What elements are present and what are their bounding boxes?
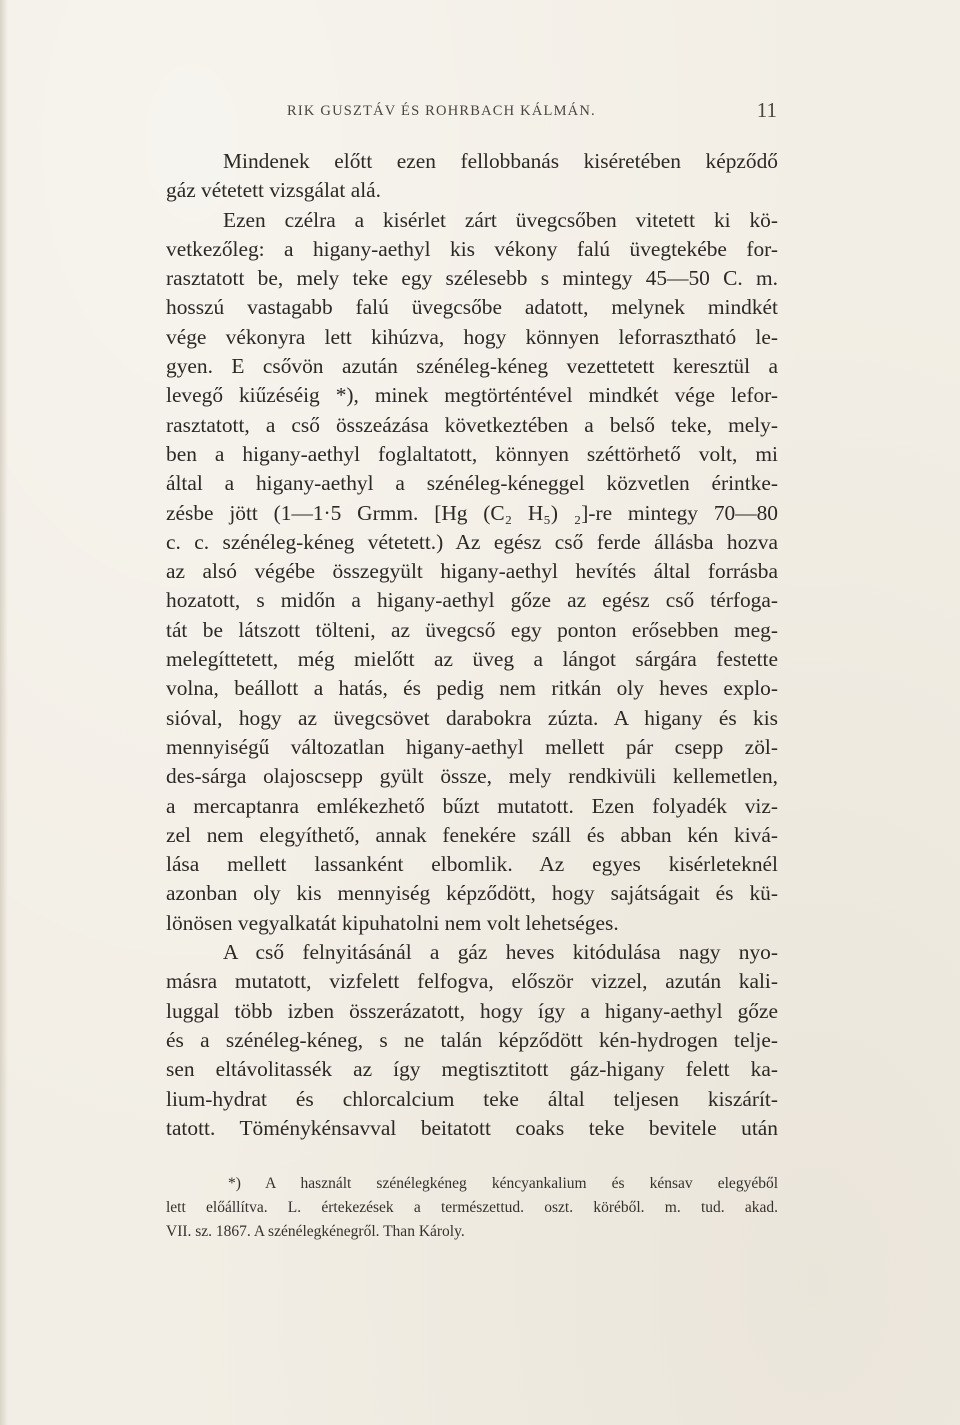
text-line: hosszú vastagabb falú üvegcsőbe adatott, melynek mindkét: [166, 295, 778, 320]
body-text: [166, 147, 778, 1143]
text-line: az alsó végébe összegyült higany-aethyl hevítés által forrásba: [166, 559, 778, 584]
footnote: [166, 1172, 778, 1244]
text-line: vége vékonyra lett kihúzva, hogy könnyen leforrasztható le-: [166, 324, 778, 349]
text-line: luggal több izben összerázatott, hogy így a higany-aethyl gőze: [166, 998, 778, 1023]
text-line: mennyiségű változatlan higany-aethyl mellett pár csepp zöl-: [166, 734, 778, 759]
text-line: lönösen vegyalkatát kipuhatolni nem volt lehetséges.: [166, 910, 619, 935]
text-line: a mercaptanra emlékezhető bűzt mutatott. Ezen folyadék viz-: [166, 793, 778, 818]
text-line: des-sárga olajoscsepp gyült össze, mely rendkivüli kellemetlen,: [166, 764, 778, 789]
text-line: gáz vétetett vizsgálat alá.: [166, 178, 381, 203]
footnote-line: lett előállítva. L. értekezések a természettud. oszt. köréből. m. tud. akad.: [166, 1199, 778, 1216]
text-line: rasztatott, a cső összeázása következtében a belső teke, mely-: [166, 412, 778, 437]
text-line: zel nem elegyíthető, annak fenekére száll és abban kén kivá-: [166, 822, 778, 847]
text-line: tatott. Töménykénsavval beitatott coaks teke bevitele után: [166, 1115, 778, 1140]
text-line: vetkezőleg: a higany-aethyl kis vékony falú üvegtekébe for-: [166, 236, 778, 261]
text-line: rasztatott be, mely teke egy szélesebb s mintegy 45—50 C. m.: [166, 266, 778, 291]
running-header: [287, 100, 777, 124]
footnote-line: *) A használt szénélegkéneg kéncyankalium és kénsav elegyéből: [228, 1175, 778, 1192]
text-line: Ezen czélra a kisérlet zárt üvegcsőben vitetett ki kö-: [223, 207, 778, 232]
text-line: sen eltávolitassék az így megtisztitott gáz-higany felett ka-: [166, 1057, 778, 1082]
page-edge-shadow: [0, 0, 8, 1425]
page-number: 11: [756, 98, 777, 122]
text-line: másra mutatott, vizfelett felfogva, először vizzel, azután kali-: [166, 969, 778, 994]
text-line: és a szénéleg-kéneg, s ne talán képződött kén-hydrogen telje-: [166, 1027, 778, 1052]
text-line: A cső felnyitásánál a gáz heves kitódulása nagy nyo-: [223, 940, 778, 965]
text-line: tát be látszott tölteni, az üvegcső egy ponton erősebben meg-: [166, 617, 778, 642]
text-line: c. c. szénéleg-kéneg vétetett.) Az egész cső ferde állásba hozva: [166, 529, 778, 554]
text-line: zésbe jött (1—1·5 Grmm. [Hg (C₂ H₅) ₂]-re mintegy 70—80: [166, 500, 778, 525]
text-line: által a higany-aethyl a szénéleg-kéneggel közvetlen érintke-: [166, 471, 778, 496]
text-line: hozatott, s midőn a higany-aethyl gőze az egész cső térfoga-: [166, 588, 778, 613]
text-line: ben a higany-aethyl foglaltatott, könnyen széttörhető volt, mi: [166, 441, 778, 466]
text-line: levegő kiűzéséig *), minek megtörténtével mindkét vége lefor-: [166, 383, 778, 408]
footnote-line: VII. sz. 1867. A szénélegkénegről. Than Károly.: [166, 1223, 465, 1240]
text-line: melegíttetett, még mielőtt az üveg a lángot sárgára festette: [166, 647, 778, 672]
text-line: sióval, hogy az üvegcsövet darabokra zúzta. A higany és kis: [166, 705, 778, 730]
running-title: RIK GUSZTÁV ÉS ROHRBACH KÁLMÁN.: [287, 103, 596, 119]
text-line: lása mellett lassanként elbomlik. Az egyes kisérleteknél: [166, 852, 778, 877]
text-line: azonban oly kis mennyiség képződött, hogy sajátságait és kü-: [166, 881, 778, 906]
text-line: gyen. E csővön azután szénéleg-kéneg vezettetett keresztül a: [166, 354, 778, 379]
text-line: Mindenek előtt ezen fellobbanás kiséretében képződő: [223, 149, 778, 173]
text-line: lium-hydrat és chlorcalcium teke által teljesen kiszárít-: [166, 1086, 778, 1111]
text-line: volna, beállott a hatás, és pedig nem ritkán oly heves explo-: [166, 676, 778, 701]
